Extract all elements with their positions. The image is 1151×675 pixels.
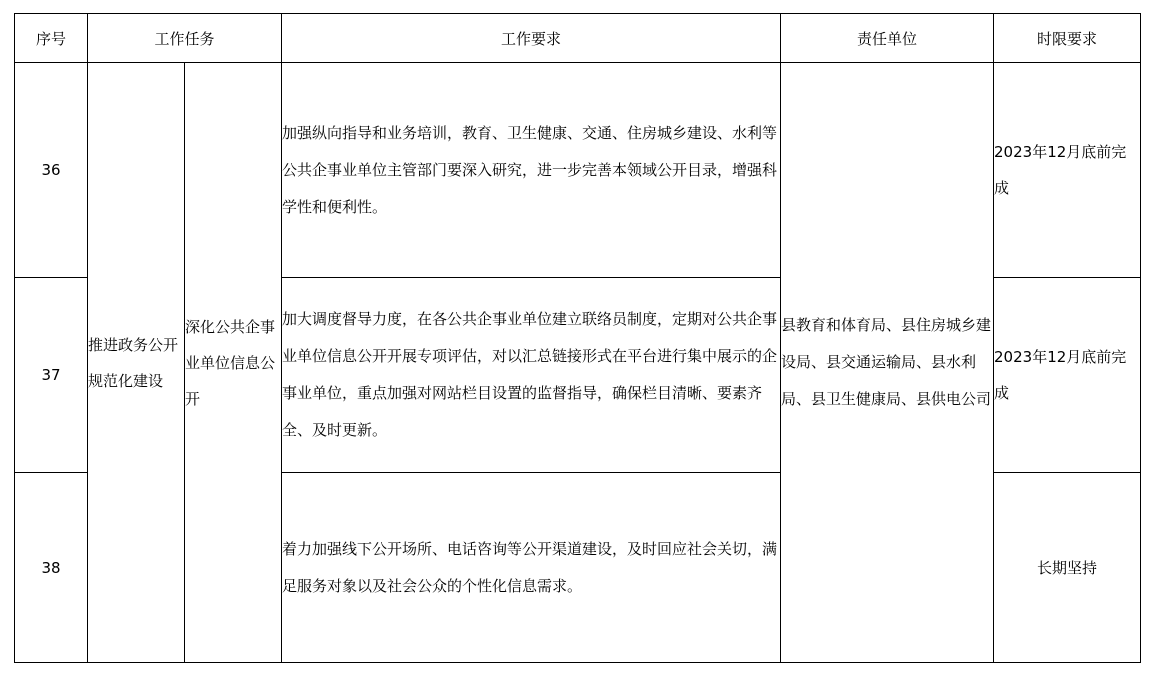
task-primary: 推进政务公开规范化建设: [88, 63, 185, 663]
header-requirement: 工作要求: [282, 14, 781, 63]
row-seq: 37: [15, 278, 88, 473]
header-unit: 责任单位: [781, 14, 994, 63]
row-deadline: 2023年12月底前完成: [994, 278, 1141, 473]
header-row: [15, 14, 1141, 63]
table-row: [15, 63, 1141, 278]
task-secondary: 深化公共企事业单位信息公开: [185, 63, 282, 663]
header-deadline: 时限要求: [994, 14, 1141, 63]
row-seq: 36: [15, 63, 88, 278]
row-seq: 38: [15, 473, 88, 663]
responsible-unit: 县教育和体育局、县住房城乡建设局、县交通运输局、县水利局、县卫生健康局、县供电公司: [781, 63, 994, 663]
row-deadline: 2023年12月底前完成: [994, 63, 1141, 278]
header-seq: 序号: [15, 14, 88, 63]
work-task-table: [14, 13, 1141, 663]
row-requirement: 加大调度督导力度，在各公共企事业单位建立联络员制度，定期对公共企事业单位信息公开开展专项评估，对以汇总链接形式在平台进行集中展示的企事业单位，重点加强对网站栏目设置的监督指导，确保栏目清晰、要素齐全、及时更新。: [282, 278, 781, 473]
row-requirement: 着力加强线下公开场所、电话咨询等公开渠道建设，及时回应社会关切，满足服务对象以及社会公众的个性化信息需求。: [282, 473, 781, 663]
row-requirement: 加强纵向指导和业务培训，教育、卫生健康、交通、住房城乡建设、水利等公共企事业单位主管部门要深入研究，进一步完善本领域公开目录，增强科学性和便利性。: [282, 63, 781, 278]
row-deadline: 长期坚持: [994, 473, 1141, 663]
header-task: 工作任务: [88, 14, 282, 63]
